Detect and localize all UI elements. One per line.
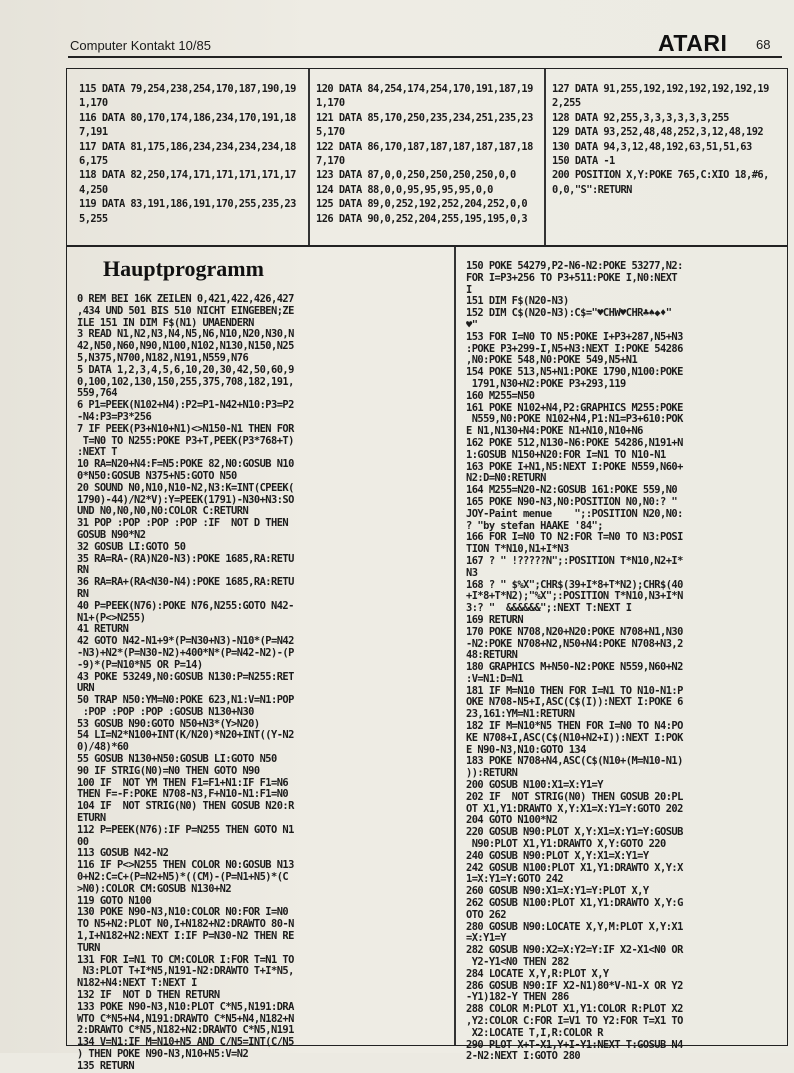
code-line: :POKE P3+299-I,N5+N3:NEXT I:POKE 54286 [466,342,683,355]
code-line: 10 RA=N20+N4:F=N5:POKE 82,N0:GOSUB N10 [77,458,294,471]
code-line: 31 POP :POP :POP :POP :IF NOT D THEN [77,517,289,530]
code-line: 4,250 [79,183,108,196]
code-line: 54 LI=N2*N100+INT(K/N20)*N20+INT((Y-N2 [77,729,294,742]
code-line: 220 GOSUB N90:PLOT X,Y:X1=X:Y1=Y:GOSUB [466,826,683,839]
code-line: 164 M255=N20-N2:GOSUB 161:POKE 559,N0 [466,484,678,497]
code-line: 150 POKE 54279,P2-N6-N2:POKE 53277,N2: [466,260,683,272]
code-line: 20 SOUND N0,N10,N10-N2,N3:K=INT(CPEEK( [77,481,294,494]
code-line: ? "by stefan HAAKE '84"; [466,519,603,532]
code-line: 0,100,102,130,150,255,375,708,182,191, [77,375,294,388]
code-line: 50 TRAP N50:YM=N0:POKE 623,N1:V=N1:POP [77,694,294,707]
code-line: 104 IF NOT STRIG(N0) THEN GOSUB N20:R [77,800,294,813]
code-line: 2:DRAWTO C*N5,N182+N2:DRAWTO C*N5,N191 [77,1024,294,1037]
page-number: 68 [756,37,771,52]
code-line: 7,170 [316,155,345,168]
code-line: 100 IF NOT YM THEN F1=F1+N1:IF F1=N6 [77,776,289,789]
code-line: 36 RA=RA+(RA<N30-N4):POKE 1685,RA:RETU [77,576,294,589]
code-line: 3 READ N1,N2,N3,N4,N5,N6,N10,N20,N30,N [77,328,294,341]
code-line: TION T*N10,N1+I*N3 [466,543,569,556]
code-line: -9)*(P=N10*N5 OR P=14) [77,658,203,671]
code-line: 127 DATA 91,255,192,192,192,192,192,19 [552,83,769,95]
code-line: 1,I+N182+N2:NEXT I:IF P=N30-N2 THEN RE [77,930,294,943]
code-line: 129 DATA 93,252,48,48,252,3,12,48,192 [552,126,764,139]
code-line: 135 RETURN [77,1059,135,1072]
code-line: 1:GOSUB N150+N20:FOR I=N1 TO N10-N1 [466,448,666,461]
code-line: 00 [77,835,89,848]
code-line: 154 POKE 513,N5+N1:POKE 1790,N100:POKE [466,366,683,379]
code-line: 112 P=PEEK(N76):IF P=N255 THEN GOTO N1 [77,823,294,836]
column-divider [544,69,546,245]
code-line: 32 GOSUB LI:GOTO 50 [77,540,186,553]
code-line: 53 GOSUB N90:GOTO N50+N3*(Y>N20) [77,717,260,730]
code-line: 182 IF M=N10*N5 THEN FOR I=N0 TO N4:PO [466,720,683,733]
code-line: 124 DATA 88,0,0,95,95,95,95,0,0 [316,183,493,196]
code-line: -N3)+N2*(P=N30-N2)+400*N*(P=N42-N2)-(P [77,646,294,659]
code-line: 169 RETURN [466,613,524,626]
code-line: URN [77,682,95,695]
code-line: 0,0,"S":RETURN [552,183,632,196]
code-line: 6,175 [79,155,108,168]
code-line: 262 GOSUB N100:PLOT X1,Y1:DRAWTO X,Y:G [466,897,683,910]
code-line: 282 GOSUB N90:X2=X:Y2=Y:IF X2-X1<N0 OR [466,944,683,957]
code-line: ILE 151 IN DIM F$(N1) UMAENDERN [77,316,254,329]
code-line: X2:LOCATE T,I,R:COLOR R [466,1026,603,1039]
code-line: 130 DATA 94,3,12,48,192,63,51,51,63 [552,140,752,153]
code-line: 200 GOSUB N100:X1=X:Y1=Y [466,779,603,792]
code-line: 0+N2:C=C+(P=N2+N5)*((CM)-(P=N1+N5)*(C [77,871,289,884]
code-line: 42 GOTO N42-N1+9*(P=N30+N3)-N10*(P=N42 [77,635,294,648]
code-line: 121 DATA 85,170,250,235,234,251,235,23 [316,111,533,124]
code-line: )):RETURN [466,767,518,780]
code-line: 2,255 [552,97,581,110]
code-line: TURN [77,941,100,954]
main-program-left-column [77,294,294,1073]
code-line: 118 DATA 82,250,174,171,171,171,171,17 [79,169,296,182]
code-line: 123 DATA 87,0,0,250,250,250,250,0,0 [316,169,516,182]
code-line: N182+N4:NEXT T:NEXT I [77,977,197,990]
code-line: 7,191 [79,126,108,139]
code-line: 260 GOSUB N90:X1=X:Y1=Y:PLOT X,Y [466,885,649,898]
code-line: 115 DATA 79,254,238,254,170,187,190,19 [79,83,296,95]
code-line: N1+(P<>N255) [77,611,146,624]
code-line: 150 DATA -1 [552,155,615,168]
code-line: 204 GOTO N100*N2 [466,814,558,827]
code-line: 131 FOR I=N1 TO CM:COLOR I:FOR T=N1 TO [77,953,294,966]
column-divider [308,69,310,245]
code-line: 128 DATA 92,255,3,3,3,3,3,3,255 [552,111,729,124]
code-line: T=N0 TO N255:POKE P3+T,PEEK(P3*768+T) [77,434,294,447]
code-line: ,Y2:COLOR C:FOR I=V1 TO Y2:FOR T=X1 TO [466,1015,683,1027]
code-line: 5 DATA 1,2,3,4,5,6,10,20,30,42,50,60,9 [77,363,294,376]
code-line: 290 PLOT X+T-X1,Y+I-Y1:NEXT T:GOSUB N4 [466,1038,683,1051]
code-line: ETURN [77,812,106,825]
code-line: OTO 262 [466,908,506,921]
code-line: RN [77,587,89,600]
code-line: 130 POKE N90-N3,N10:COLOR N0:FOR I=N0 [77,906,289,919]
code-line: 2-N2:NEXT I:GOTO 280 [466,1050,581,1063]
main-program-right-column [466,261,683,1063]
code-line: OKE N708-N5+I,ASC(C$(I)):NEXT I:POKE 6 [466,696,683,709]
code-line: OT X1,Y1:DRAWTO X,Y:X1=X:Y1=Y:GOTO 202 [466,802,683,815]
code-line: 6 P1=PEEK(N102+N4):P2=P1-N42+N10:P3=P2 [77,399,294,412]
code-line: GOSUB N90*N2 [77,528,146,541]
code-line: 202 IF NOT STRIG(N0) THEN GOSUB 20:PL [466,790,683,803]
section-title: ATARI [658,30,728,56]
code-line: N3:PLOT T+I*N5,N191-N2:DRAWTO T+I*N5, [77,965,294,978]
code-line: 166 FOR I=N0 TO N2:FOR T=N0 TO N3:POSI [466,531,683,544]
code-line: 160 M255=N50 [466,389,535,402]
code-line: E N1,N130+N4:POKE N1+N10,N10+N6 [466,425,643,438]
code-line: ♥" [466,318,478,331]
code-line: 125 DATA 89,0,252,192,252,204,252,0,0 [316,198,528,211]
code-line: 3:? " &&&&&&";:NEXT T:NEXT I [466,602,632,615]
code-line: +I*8+T*N2);"%X";:POSITION T*N10,N3+I*N [466,590,683,603]
code-line: 286 GOSUB N90:IF X2-N1)80*V-N1-X OR Y2 [466,979,683,992]
data-listing-col3 [552,82,769,197]
code-line: Y2-Y1<N0 THEN 282 [466,956,569,969]
magazine-issue: Computer Kontakt 10/85 [70,38,211,53]
code-line: 559,764 [77,387,117,400]
column-divider [454,247,456,1045]
data-listing-col1 [79,82,296,226]
code-line: N559,N0:POKE N102+N4,P1:N1=P3+610:POK [466,413,683,426]
code-line: WTO C*N5+N4,N191:DRAWTO C*N5+N4,N182+N [77,1012,294,1025]
code-line: 165 POKE N90-N3,N0:POSITION N0,N0:? " [466,495,678,508]
code-line: 151 DIM F$(N20-N3) [466,295,569,308]
code-line: 1=X:Y1=Y:GOTO 242 [466,873,563,886]
code-line: 7 IF PEEK(P3+N10+N1)<>N150-N1 THEN FOR [77,422,294,435]
code-line: 40 P=PEEK(N76):POKE N76,N255:GOTO N42- [77,599,294,612]
code-line: 163 POKE I+N1,N5:NEXT I:POKE N559,N60+ [466,460,683,473]
code-line: ) THEN POKE N90-N3,N10+N5:V=N2 [77,1048,249,1060]
code-line: KE N708+I,ASC(C$(N10+N2+I)):NEXT I:POK [466,731,683,744]
code-line: =X:Y1=Y [466,932,506,945]
code-line: 280 GOSUB N90:LOCATE X,Y,M:PLOT X,Y:X1 [466,920,683,933]
code-line: 42,N50,N60,N90,N100,N102,N130,N150,N25 [77,340,294,353]
code-line: 113 GOSUB N42-N2 [77,847,169,860]
code-line: 134 V=N1:IF M=N10+N5 AND C/N5=INT(C/N5 [77,1036,294,1049]
code-line: 116 IF P<>N255 THEN COLOR N0:GOSUB N13 [77,859,294,872]
code-line: 5,170 [316,126,345,139]
code-line: 284 LOCATE X,Y,R:PLOT X,Y [466,967,609,980]
code-line: N90:PLOT X1,Y1:DRAWTO X,Y:GOTO 220 [466,838,666,851]
code-line: N3 [466,566,478,579]
code-line: 122 DATA 86,170,187,187,187,187,187,18 [316,140,533,153]
code-line: 116 DATA 80,170,174,186,234,170,191,18 [79,111,296,124]
code-line: 152 DIM C$(N20-N3):C$="♥CHW♥CHR♣♠◆♦" [466,307,672,320]
code-line: 126 DATA 90,0,252,204,255,195,195,0,3 [316,212,528,225]
code-line: -Y1)182-Y THEN 286 [466,991,569,1004]
code-line: 43 POKE 53249,N0:GOSUB N130:P=N255:RET [77,670,294,683]
code-line: 242 GOSUB N100:PLOT X1,Y1:DRAWTO X,Y:X [466,861,683,874]
code-line: 153 FOR I=N0 TO N5:POKE I+P3+287,N5+N3 [466,330,683,343]
code-line: :NEXT T [77,446,117,459]
code-line: JOY-Paint menue ";:POSITION N20,N0: [466,507,683,520]
code-line: 240 GOSUB N90:PLOT X,Y:X1=X:Y1=Y [466,849,649,862]
code-line: UND N0,N0,N0,N0:COLOR C:RETURN [77,505,249,518]
code-line: 48:RETURN [466,649,518,662]
code-line: 90 IF STRIG(N0)=N0 THEN GOTO N90 [77,764,260,777]
code-line: :V=N1:D=N1 [466,672,524,685]
code-line: 41 RETURN [77,623,129,636]
section-heading: Hauptprogramm [103,256,264,281]
code-line: >N0):COLOR CM:GOSUB N130+N2 [77,882,232,895]
code-line: 23,161:YM=N1:RETURN [466,708,575,721]
code-line: 119 DATA 83,191,186,191,170,255,235,23 [79,198,296,211]
code-line: 0*N50:GOSUB N375+N5:GOTO N50 [77,469,237,482]
code-line: ,N0:POKE 548,N0:POKE 549,N5+N1 [466,354,638,367]
code-line: 132 IF NOT D THEN RETURN [77,989,220,1002]
code-line: FOR I=P3+256 TO P3+511:POKE I,N0:NEXT [466,271,678,284]
code-line: 183 POKE N708+N4,ASC(C$(N10+(M=N10-N1) [466,755,683,768]
code-line: TO N5+N2:PLOT N0,I+N182+N2:DRAWTO 80-N [77,918,294,931]
code-line: 5,N375,N700,N182,N191,N559,N76 [77,351,249,364]
code-line: -N2:POKE N708+N2,N50+N4:POKE N708+N3,2 [466,637,683,650]
code-line: 170 POKE N708,N20+N20:POKE N708+N1,N30 [466,625,683,638]
code-line: N2:D=N0:RETURN [466,472,546,485]
code-line: 168 ? " $%X";CHR$(39+I*8+T*N2);CHR$(40 [466,578,683,591]
code-line: 180 GRAPHICS M+N50-N2:POKE N559,N60+N2 [466,661,683,674]
code-line: -N4:P3=P3*256 [77,410,152,423]
code-line: 1,170 [79,97,108,110]
code-line: I [466,283,472,296]
code-line: 133 POKE N90-N3,N10:PLOT C*N5,N191:DRA [77,1000,294,1013]
code-line: 1,170 [316,97,345,110]
code-line: 181 IF M=N10 THEN FOR I=N1 TO N10-N1:P [466,684,683,697]
code-line: 119 GOTO N100 [77,894,152,907]
code-line: 200 POSITION X,Y:POKE 765,C:XIO 18,#6, [552,169,769,182]
code-line: 288 COLOR M:PLOT X1,Y1:COLOR R:PLOT X2 [466,1003,683,1016]
code-line: 117 DATA 81,175,186,234,234,234,234,18 [79,140,296,153]
code-line: RN [77,564,89,577]
code-line: E N90-N3,N10:GOTO 134 [466,743,586,756]
code-line: 5,255 [79,212,108,225]
code-line: 167 ? " !?????N";:POSITION T*N10,N2+I* [466,554,683,567]
code-line: ,434 UND 501 BIS 510 NICHT EINGEBEN;ZE [77,304,294,317]
code-line: 161 POKE N102+N4,P2:GRAPHICS M255:POKE [466,401,683,414]
code-line: 35 RA=RA-(RA)N20-N3):POKE 1685,RA:RETU [77,552,294,565]
code-line: 0)/48)*60 [77,741,129,754]
code-line: 120 DATA 84,254,174,254,170,191,187,19 [316,83,533,95]
code-line: 0 REM BEI 16K ZEILEN 0,421,422,426,427 [77,293,294,305]
data-listing-col2 [316,82,533,226]
code-line: 55 GOSUB N130+N50:GOSUB LI:GOTO N50 [77,753,277,766]
code-line: 1791,N30+N2:POKE P3+293,119 [466,377,626,390]
code-line: THEN F=-F:POKE N708-N3,F+N10-N1:F1=N0 [77,788,289,801]
header-rule [68,56,782,58]
code-line: 162 POKE 512,N130-N6:POKE 54286,N191+N [466,436,683,449]
code-line: 1790)-44)/N2*V):Y=PEEK(1791)-N30+N3:SO [77,493,294,506]
code-line: :POP :POP :POP :GOSUB N130+N30 [77,705,254,718]
